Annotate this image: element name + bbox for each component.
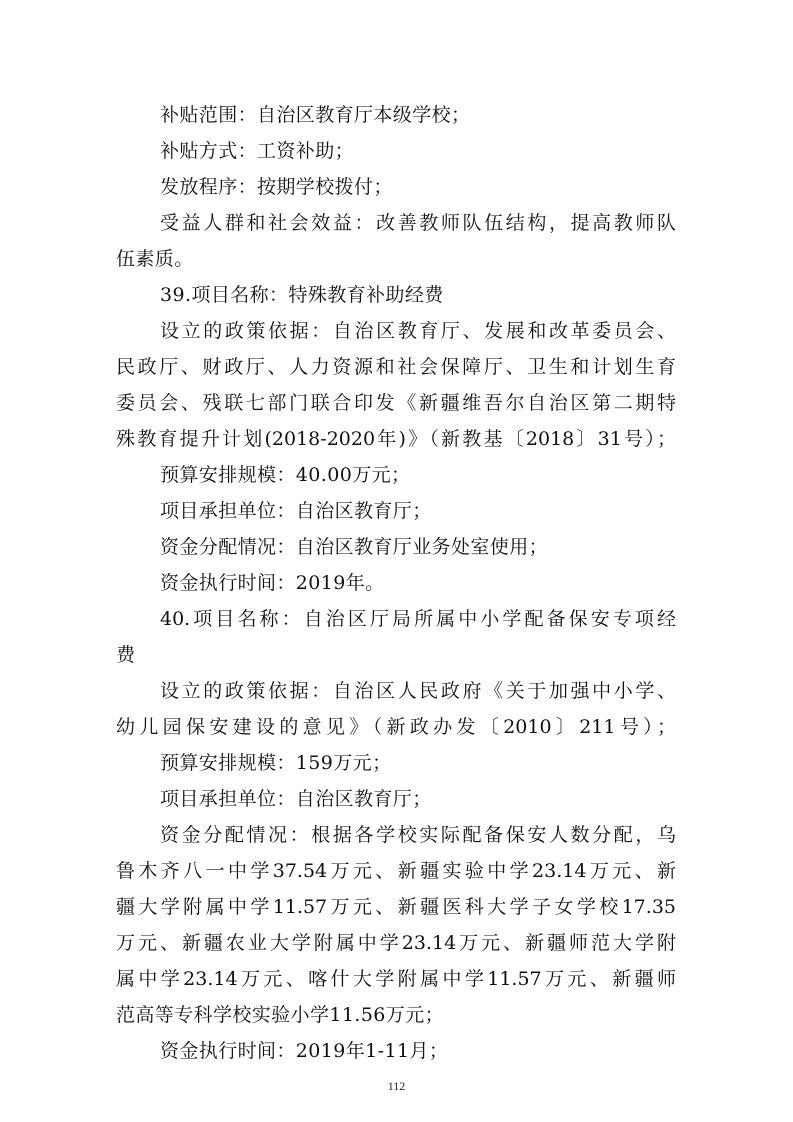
text-line: 补贴方式：工资补助；: [160, 140, 355, 162]
text-line: 补贴范围：自治区教育厅本级学校；: [160, 104, 471, 126]
text-line: 资金分配情况：自治区教育厅业务处室使用；: [160, 536, 549, 558]
text-line: 委员会、残联七部门联合印发《新疆维吾尔自治区第二期特: [116, 392, 676, 414]
page-number: 112: [387, 1079, 406, 1093]
text-line: 万元、新疆农业大学附属中学23.14万元、新疆师范大学附: [116, 932, 676, 954]
text-line: 资金执行时间：2019年1-11月；: [160, 1040, 449, 1062]
text-line: 费: [116, 644, 136, 666]
text-line: 伍素质。: [116, 248, 194, 270]
text-line: 属中学23.14万元、喀什大学附属中学11.57万元、新疆师: [116, 968, 676, 990]
text-line: 40.项目名称：自治区厅局所属中小学配备保安专项经: [160, 608, 676, 630]
text-line: 发放程序：按期学校拨付；: [160, 176, 393, 198]
text-line: 范高等专科学校实验小学11.56万元；: [116, 1004, 444, 1026]
text-line: 鲁木齐八一中学37.54万元、新疆实验中学23.14万元、新: [116, 860, 676, 882]
text-line: 幼儿园保安建设的意见》（新政办发〔2010〕211号）；: [116, 716, 676, 738]
text-line: 殊教育提升计划(2018-2020年)》（新教基〔2018〕31号）；: [116, 428, 676, 450]
text-line: 民政厅、财政厅、人力资源和社会保障厅、卫生和计划生育: [116, 356, 676, 378]
text-line: 资金分配情况：根据各学校实际配备保安人数分配，乌: [160, 824, 676, 846]
text-line: 资金执行时间：2019年。: [160, 572, 385, 594]
text-line: 预算安排规模：159万元；: [160, 752, 392, 774]
text-line: 受益人群和社会效益：改善教师队伍结构，提高教师队: [160, 212, 676, 234]
text-line: 设立的政策依据：自治区人民政府《关于加强中小学、: [160, 680, 676, 702]
text-line: 39.项目名称：特殊教育补助经费: [160, 284, 444, 306]
text-line: 项目承担单位：自治区教育厅；: [160, 500, 432, 522]
text-line: 设立的政策依据：自治区教育厅、发展和改革委员会、: [160, 320, 676, 342]
document-body: [116, 97, 676, 1069]
text-line: 项目承担单位：自治区教育厅；: [160, 788, 432, 810]
text-line: 疆大学附属中学11.57万元、新疆医科大学子女学校17.35: [116, 896, 676, 918]
text-line: 预算安排规模：40.00万元；: [160, 464, 411, 486]
